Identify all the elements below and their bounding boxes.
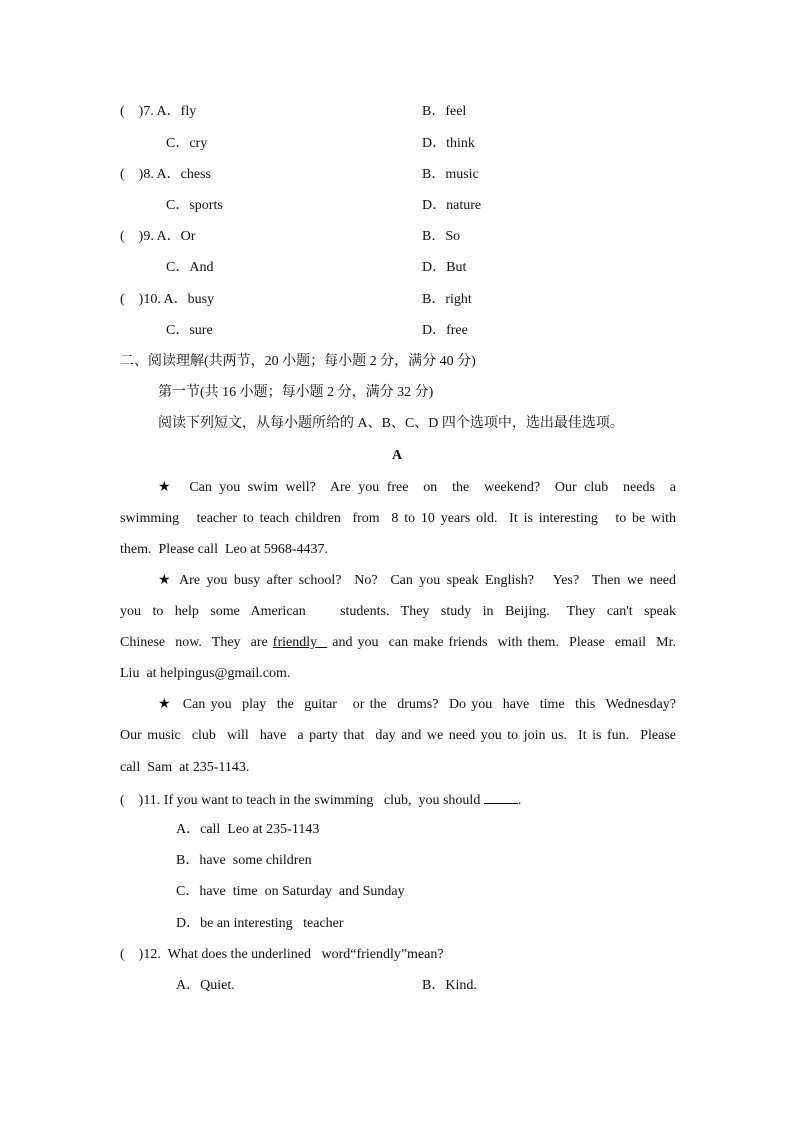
q8-option-b: B．music: [422, 167, 479, 182]
q12-option-a: A．Quiet.: [176, 978, 235, 993]
ad2-line2: you to help some American students. They study in Beijing. They can't speak: [120, 604, 676, 619]
q10-option-b: B．right: [422, 292, 472, 307]
q10-option-c: C．sure: [166, 323, 213, 338]
ad1-line1: ★ Can you swim well? Are you free on the weekend? Our club needs a: [158, 480, 676, 495]
q11-stem-end: .: [517, 793, 522, 808]
q9-option-b: B．So: [422, 229, 461, 244]
q10-stem: ( )10. A．busy: [120, 292, 215, 307]
underlined-word-friendly: friendly: [272, 635, 328, 650]
ad2-line3-pre: Chinese now. They are: [120, 635, 273, 650]
q10-option-d: D．free: [422, 323, 468, 338]
q8-option-c: C．sports: [166, 198, 223, 213]
q11-option-b: B．have some children: [176, 853, 312, 868]
ad2-line4: Liu at helpingus@gmail.com.: [120, 666, 291, 681]
q11-option-c: C．have time on Saturday and Sunday: [176, 884, 405, 899]
q12-stem: ( )12. What does the underlined word“friendly”mean?: [120, 947, 444, 962]
q9-option-c: C．And: [166, 260, 214, 275]
passage-title: A: [391, 448, 403, 463]
q11-option-d: D．be an interesting teacher: [176, 916, 344, 931]
section2-part1-heading: 第一节(共 16 小题；每小题 2 分，满分 32 分): [158, 385, 434, 400]
q7-option-b: B．feel: [422, 104, 467, 119]
q11-stem: [120, 789, 521, 811]
section2-heading: 二、阅读理解(共两节，20 小题；每小题 2 分，满分 40 分): [120, 354, 476, 369]
q11-option-a: A．call Leo at 235-1143: [176, 822, 320, 837]
q7-option-d: D．think: [422, 136, 475, 151]
ad3-line3: call Sam at 235-1143.: [120, 760, 250, 775]
q11-stem-text: ( )11. If you want to teach in the swimming club, you should: [120, 793, 484, 808]
q7-stem: ( )7. A．fly: [120, 104, 197, 119]
q7-option-c: C．cry: [166, 136, 208, 151]
q12-option-b: B．Kind.: [422, 978, 477, 993]
ad3-line1: ★ Can you play the guitar or the drums? Do you have time this Wednesday?: [158, 697, 676, 712]
ad1-line2: swimming teacher to teach children from 8 to 10 years old. It is interesting to be with: [120, 511, 676, 526]
ad2-line3-post: and you can make friends with them. Please email Mr.: [327, 635, 676, 650]
q9-option-d: D．But: [422, 260, 467, 275]
q8-stem: ( )8. A．chess: [120, 167, 211, 182]
ad2-line3: [120, 633, 676, 653]
q8-option-d: D．nature: [422, 198, 482, 213]
answer-blank: [484, 789, 518, 804]
q9-stem: ( )9. A．Or: [120, 229, 196, 244]
ad1-line3: them. Please call Leo at 5968-4437.: [120, 542, 328, 557]
ad3-line2: Our music club will have a party that day and we need you to join us. It is fun. Please: [120, 728, 676, 743]
instructions: 阅读下列短文，从每小题所给的 A、B、C、D 四个选项中，选出最佳选项。: [158, 416, 624, 431]
ad2-line1: ★ Are you busy after school? No? Can you speak English? Yes? Then we need: [158, 573, 676, 588]
